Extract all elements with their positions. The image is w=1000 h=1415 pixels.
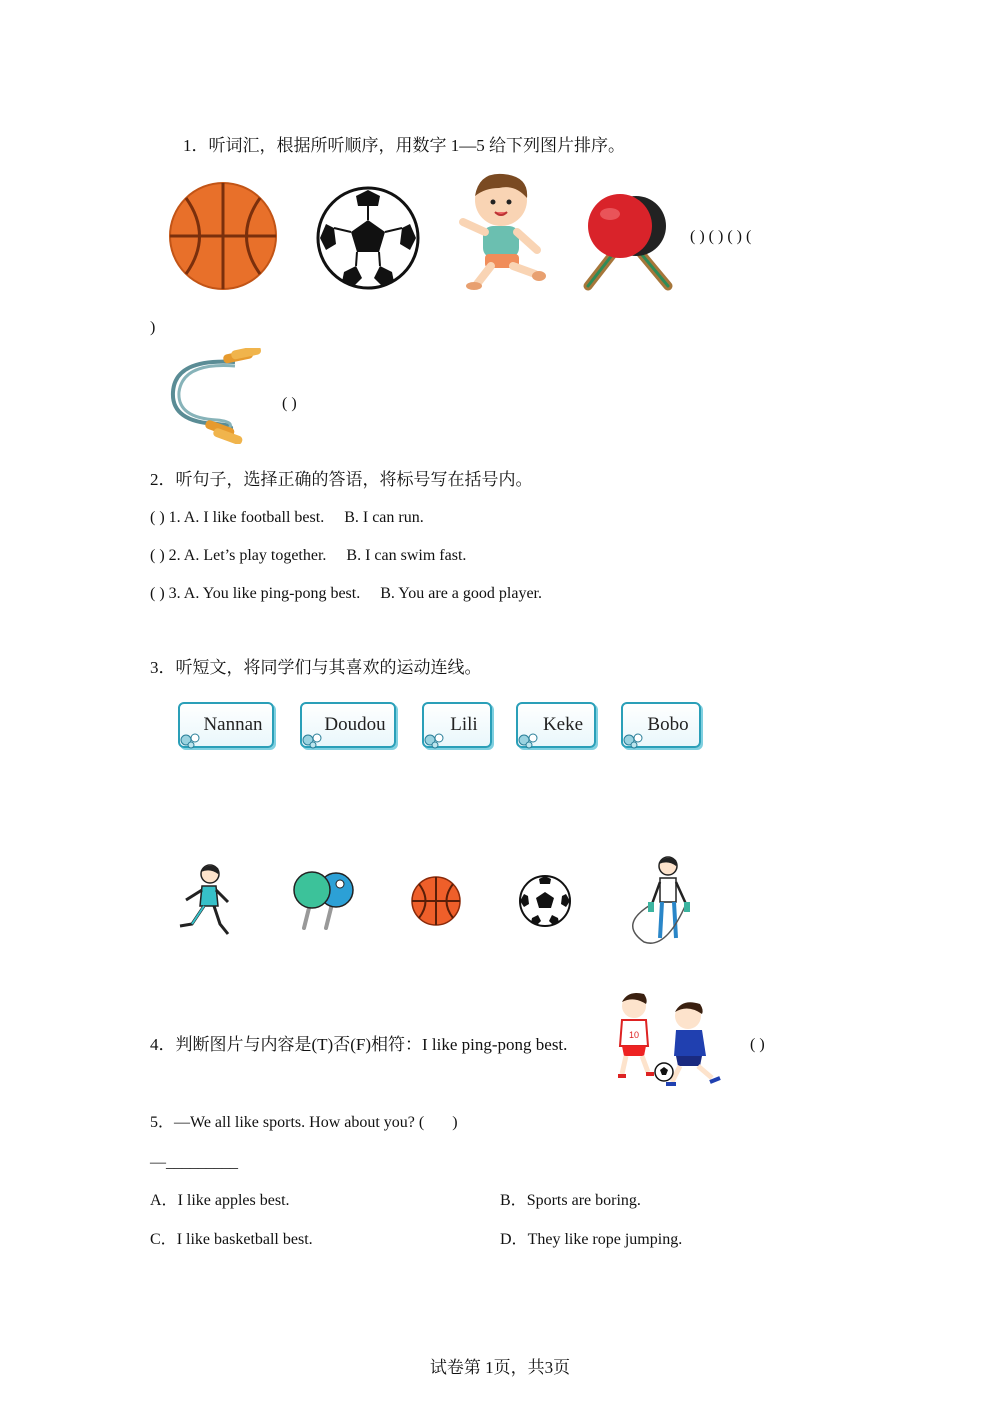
q2-instruction: 2．听句子，选择正确的答语，将标号写在括号内。 <box>150 470 533 489</box>
q2-item-text: 3. A. You like ping-pong best. B. You are a good player. <box>168 585 542 602</box>
kids-playing-football-image <box>602 990 732 1090</box>
q4-blank[interactable]: ( ) <box>750 1036 765 1053</box>
q5-option-a[interactable] <box>150 1191 290 1211</box>
name-label: Doudou <box>324 714 386 735</box>
q1-instruction: 1．听词汇，根据所听顺序，用数字 1—5 给下列图片排序。 <box>183 136 625 155</box>
q5-question: 5．—We all like sports. How about you? ( ) <box>150 1114 458 1131</box>
q2-item-3 <box>150 584 542 604</box>
q5-option-c[interactable] <box>150 1230 313 1250</box>
option-text: They like rope jumping. <box>527 1231 683 1248</box>
q2-item-2 <box>150 546 466 566</box>
name-card-lili[interactable] <box>422 702 492 748</box>
option-label: D． <box>500 1231 528 1248</box>
running-boy-image <box>455 170 547 292</box>
q5-answer-line[interactable]: —_________ <box>150 1154 238 1171</box>
running-kid-image[interactable] <box>176 862 238 940</box>
soccer-ball-small-image[interactable] <box>518 874 572 928</box>
flower-icon <box>422 728 448 750</box>
page-footer: 试卷第 1页，共3页 <box>429 1358 571 1377</box>
name-label: Bobo <box>647 714 689 735</box>
q1-blanks-row1[interactable]: ( ) ( ) ( ) ( <box>690 228 752 245</box>
name-label: Nannan <box>203 714 263 735</box>
flower-icon <box>178 728 204 750</box>
answer-bracket[interactable]: ( ) <box>150 585 165 602</box>
flower-icon <box>516 728 542 750</box>
name-card-doudou[interactable] <box>300 702 396 748</box>
flower-icon <box>300 728 326 750</box>
flower-icon <box>621 728 647 750</box>
option-label: B． <box>500 1192 527 1209</box>
basketball-image <box>168 180 278 292</box>
basketball-small-image[interactable] <box>410 874 462 928</box>
option-text: I like basketball best. <box>176 1231 313 1248</box>
name-card-bobo[interactable] <box>621 702 701 748</box>
name-card-nannan[interactable] <box>178 702 274 748</box>
jump-rope-image <box>165 348 269 444</box>
option-label: C． <box>150 1231 177 1248</box>
q1-blank-rope[interactable]: ( ) <box>282 395 297 412</box>
name-label: Lili <box>450 714 478 735</box>
option-text: I like apples best. <box>177 1192 290 1209</box>
option-label: A． <box>150 1192 178 1209</box>
q1-wrap-close: ) <box>150 319 156 336</box>
q2-item-text: 2. A. Let’s play together. B. I can swim fast. <box>168 547 467 564</box>
q3-instruction: 3．听短文，将同学们与其喜欢的运动连线。 <box>150 658 482 677</box>
answer-bracket[interactable]: ( ) <box>150 509 165 526</box>
q5-option-d[interactable] <box>500 1230 682 1250</box>
name-card-keke[interactable] <box>516 702 596 748</box>
q5-option-b[interactable] <box>500 1191 641 1211</box>
ping-pong-paddles-image[interactable] <box>292 870 356 932</box>
q2-item-text: 1. A. I like football best. B. I can run. <box>168 509 424 526</box>
answer-bracket[interactable]: ( ) <box>150 547 165 564</box>
q2-item-1 <box>150 508 424 528</box>
soccer-ball-image <box>316 186 420 290</box>
svg-text:10: 10 <box>629 1030 640 1040</box>
name-label: Keke <box>542 714 584 735</box>
q4-instruction: 4．判断图片与内容是(T)否(F)相符：I like ping-pong best. <box>150 1035 568 1054</box>
rope-jumping-kid-image[interactable] <box>626 854 700 948</box>
option-text: Sports are boring. <box>526 1192 641 1209</box>
ping-pong-paddle-image <box>580 190 676 294</box>
